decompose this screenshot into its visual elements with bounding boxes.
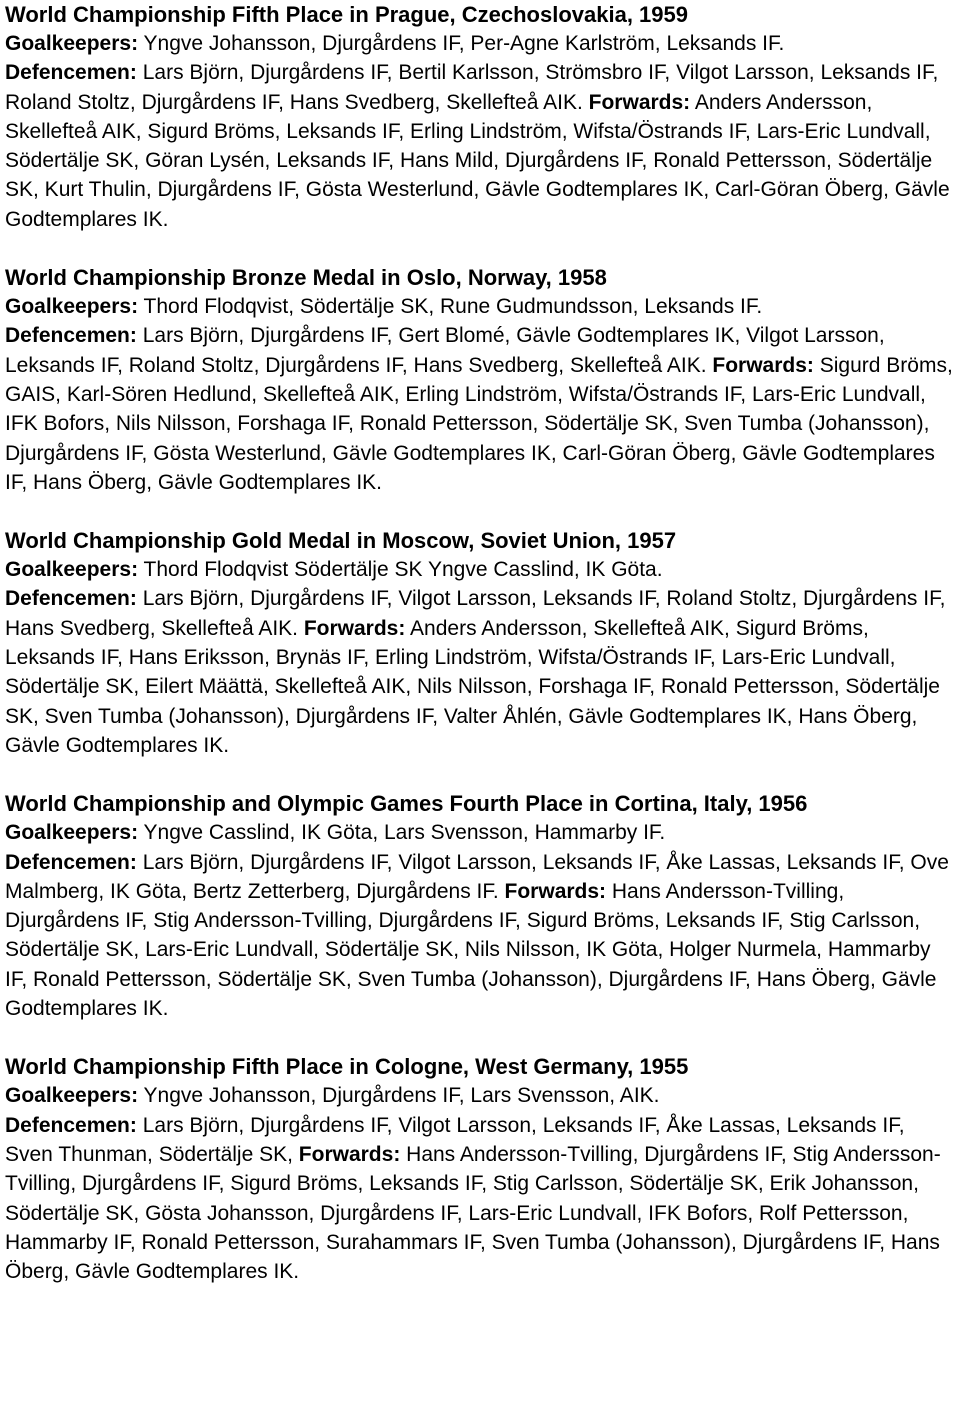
- defencemen-list: Lars Björn, Djurgårdens IF, Vilgot Larsson, Leksands IF, Roland Stoltz, Djurgårdens IF, Hans Svedberg, Skellefteå AIK.: [5, 587, 946, 640]
- roster-text: [5, 818, 954, 1023]
- section-title: World Championship Fifth Place in Cologne, West Germany, 1955: [5, 1054, 689, 1080]
- defencemen-label: Defencemen:: [5, 850, 137, 874]
- section-1956-cortina: [5, 789, 954, 1023]
- goalkeepers-label: Goalkeepers:: [5, 295, 139, 319]
- defencemen-list: Lars Björn, Djurgårdens IF, Vilgot Larsson, Leksands IF, Åke Lassas, Leksands IF, Sven Thunman, Södertälje SK,: [5, 1113, 905, 1166]
- section-1957-moscow: [5, 526, 954, 760]
- defencemen-label: Defencemen:: [5, 587, 137, 611]
- forwards-list: Anders Andersson, Skellefteå AIK, Sigurd Bröms, Leksands IF, Hans Eriksson, Brynäs IF, Erling Lindström, Wifsta/Östrands IF, Lars-Eric Lundvall, Södertälje SK, Eilert Määttä, Skellefteå AIK, Nils Nilsson, Forshaga IF, Ronald Pettersson, Södertälje SK, Sven Tumba (Johansson), Djurgårdens IF, Valter Åhlén, Gävle Godtemplares IK, Hans Öberg, Gävle Godtemplares IK.: [5, 616, 940, 757]
- roster-text: [5, 555, 954, 760]
- goalkeepers-list: Thord Flodqvist, Södertälje SK, Rune Gudmundsson, Leksands IF.: [138, 295, 763, 319]
- goalkeepers-label: Goalkeepers:: [5, 32, 139, 55]
- section-title: World Championship Bronze Medal in Oslo, Norway, 1958: [5, 265, 607, 291]
- section-title: World Championship and Olympic Games Fourth Place in Cortina, Italy, 1956: [5, 791, 808, 817]
- goalkeepers-list: Yngve Casslind, IK Göta, Lars Svensson, Hammarby IF.: [138, 821, 666, 845]
- section-title: World Championship Fifth Place in Prague, Czechoslovakia, 1959: [5, 2, 688, 27]
- goalkeepers-label: Goalkeepers:: [5, 821, 139, 845]
- defencemen-list: Lars Björn, Djurgårdens IF, Gert Blomé, Gävle Godtemplares IK, Vilgot Larsson, Leksands IF, Roland Stoltz, Djurgårdens IF, Hans Svedberg, Skellefteå AIK.: [5, 324, 885, 377]
- section-title: World Championship Gold Medal in Moscow, Soviet Union, 1957: [5, 528, 677, 554]
- section-1958-oslo: [5, 263, 954, 497]
- goalkeepers-list: Yngve Johansson, Djurgårdens IF, Per-Agne Karlström, Leksands IF.: [138, 32, 785, 55]
- forwards-label: Forwards:: [303, 616, 406, 640]
- roster-text: [5, 29, 954, 234]
- goalkeepers-label: Goalkeepers:: [5, 1084, 139, 1108]
- defencemen-list: Lars Björn, Djurgårdens IF, Vilgot Larsson, Leksands IF, Åke Lassas, Leksands IF, Ove Malmberg, IK Göta, Bertz Zetterberg, Djurgårdens IF.: [5, 850, 949, 903]
- forwards-list: Hans Andersson-Tvilling, Djurgårdens IF, Stig Andersson-Tvilling, Djurgårdens IF, Sigurd Bröms, Leksands IF, Stig Carlsson, Södertälje SK, Erik Johansson, Södertälje SK, Gösta Johansson, Djurgårdens IF, Lars-Eric Lundvall, IFK Bofors, Rolf Pettersson, Hammarby IF, Ronald Pettersson, Surahammars IF, Sven Tumba (Johansson), Djurgårdens IF, Hans Öberg, Gävle Godtemplares IK.: [5, 1142, 941, 1284]
- goalkeepers-list: Thord Flodqvist Södertälje SK Yngve Casslind, IK Göta.: [138, 558, 663, 582]
- forwards-label: Forwards:: [298, 1142, 401, 1166]
- forwards-list: Sigurd Bröms, GAIS, Karl-Sören Hedlund, Skellefteå AIK, Erling Lindström, Wifsta/Östrands IF, Lars-Eric Lundvall, IFK Bofors, Nils Nilsson, Forshaga IF, Ronald Pettersson, Södertälje SK, Sven Tumba (Johansson), Djurgårdens IF, Gösta Westerlund, Gävle Godtemplares IK, Carl-Göran Öberg, Gävle Godtemplares IF, Hans Öberg, Gävle Godtemplares IK.: [5, 353, 953, 494]
- goalkeepers-label: Goalkeepers:: [5, 558, 139, 582]
- goalkeepers-list: Yngve Johansson, Djurgårdens IF, Lars Svensson, AIK.: [138, 1084, 660, 1108]
- forwards-label: Forwards:: [588, 90, 691, 114]
- section-1955-cologne: [5, 1052, 954, 1286]
- forwards-list: Anders Andersson, Skellefteå AIK, Sigurd Bröms, Leksands IF, Erling Lindström, Wifsta/Östrands IF, Lars-Eric Lundvall, Södertälje SK, Göran Lysén, Leksands IF, Hans Mild, Djurgårdens IF, Ronald Pettersson, Södertälje SK, Kurt Thulin, Djurgårdens IF, Gösta Westerlund, Gävle Godtemplares IK, Carl-Göran Öberg, Gävle Godtemplares IK.: [5, 90, 950, 231]
- section-1959-prague: [5, 0, 954, 234]
- roster-text: [5, 1081, 954, 1286]
- defencemen-label: Defencemen:: [5, 324, 137, 348]
- defencemen-label: Defencemen:: [5, 61, 137, 85]
- forwards-label: Forwards:: [712, 353, 814, 377]
- forwards-list: Hans Andersson-Tvilling, Djurgårdens IF, Stig Andersson-Tvilling, Djurgårdens IF, Sigurd Bröms, Leksands IF, Stig Carlsson, Södertälje SK, Lars-Eric Lundvall, Södertälje SK, Nils Nilsson, IK Göta, Holger Nurmela, Hammarby IF, Ronald Pettersson, Södertälje SK, Sven Tumba (Johansson), Djurgårdens IF, Hans Öberg, Gävle Godtemplares IK.: [5, 879, 937, 1021]
- defencemen-label: Defencemen:: [5, 1113, 137, 1137]
- forwards-label: Forwards:: [504, 879, 607, 903]
- defencemen-list: Lars Björn, Djurgårdens IF, Bertil Karlsson, Strömsbro IF, Vilgot Larsson, Leksands IF, Roland Stoltz, Djurgårdens IF, Hans Svedberg, Skellefteå AIK.: [5, 61, 939, 114]
- roster-text: [5, 292, 954, 497]
